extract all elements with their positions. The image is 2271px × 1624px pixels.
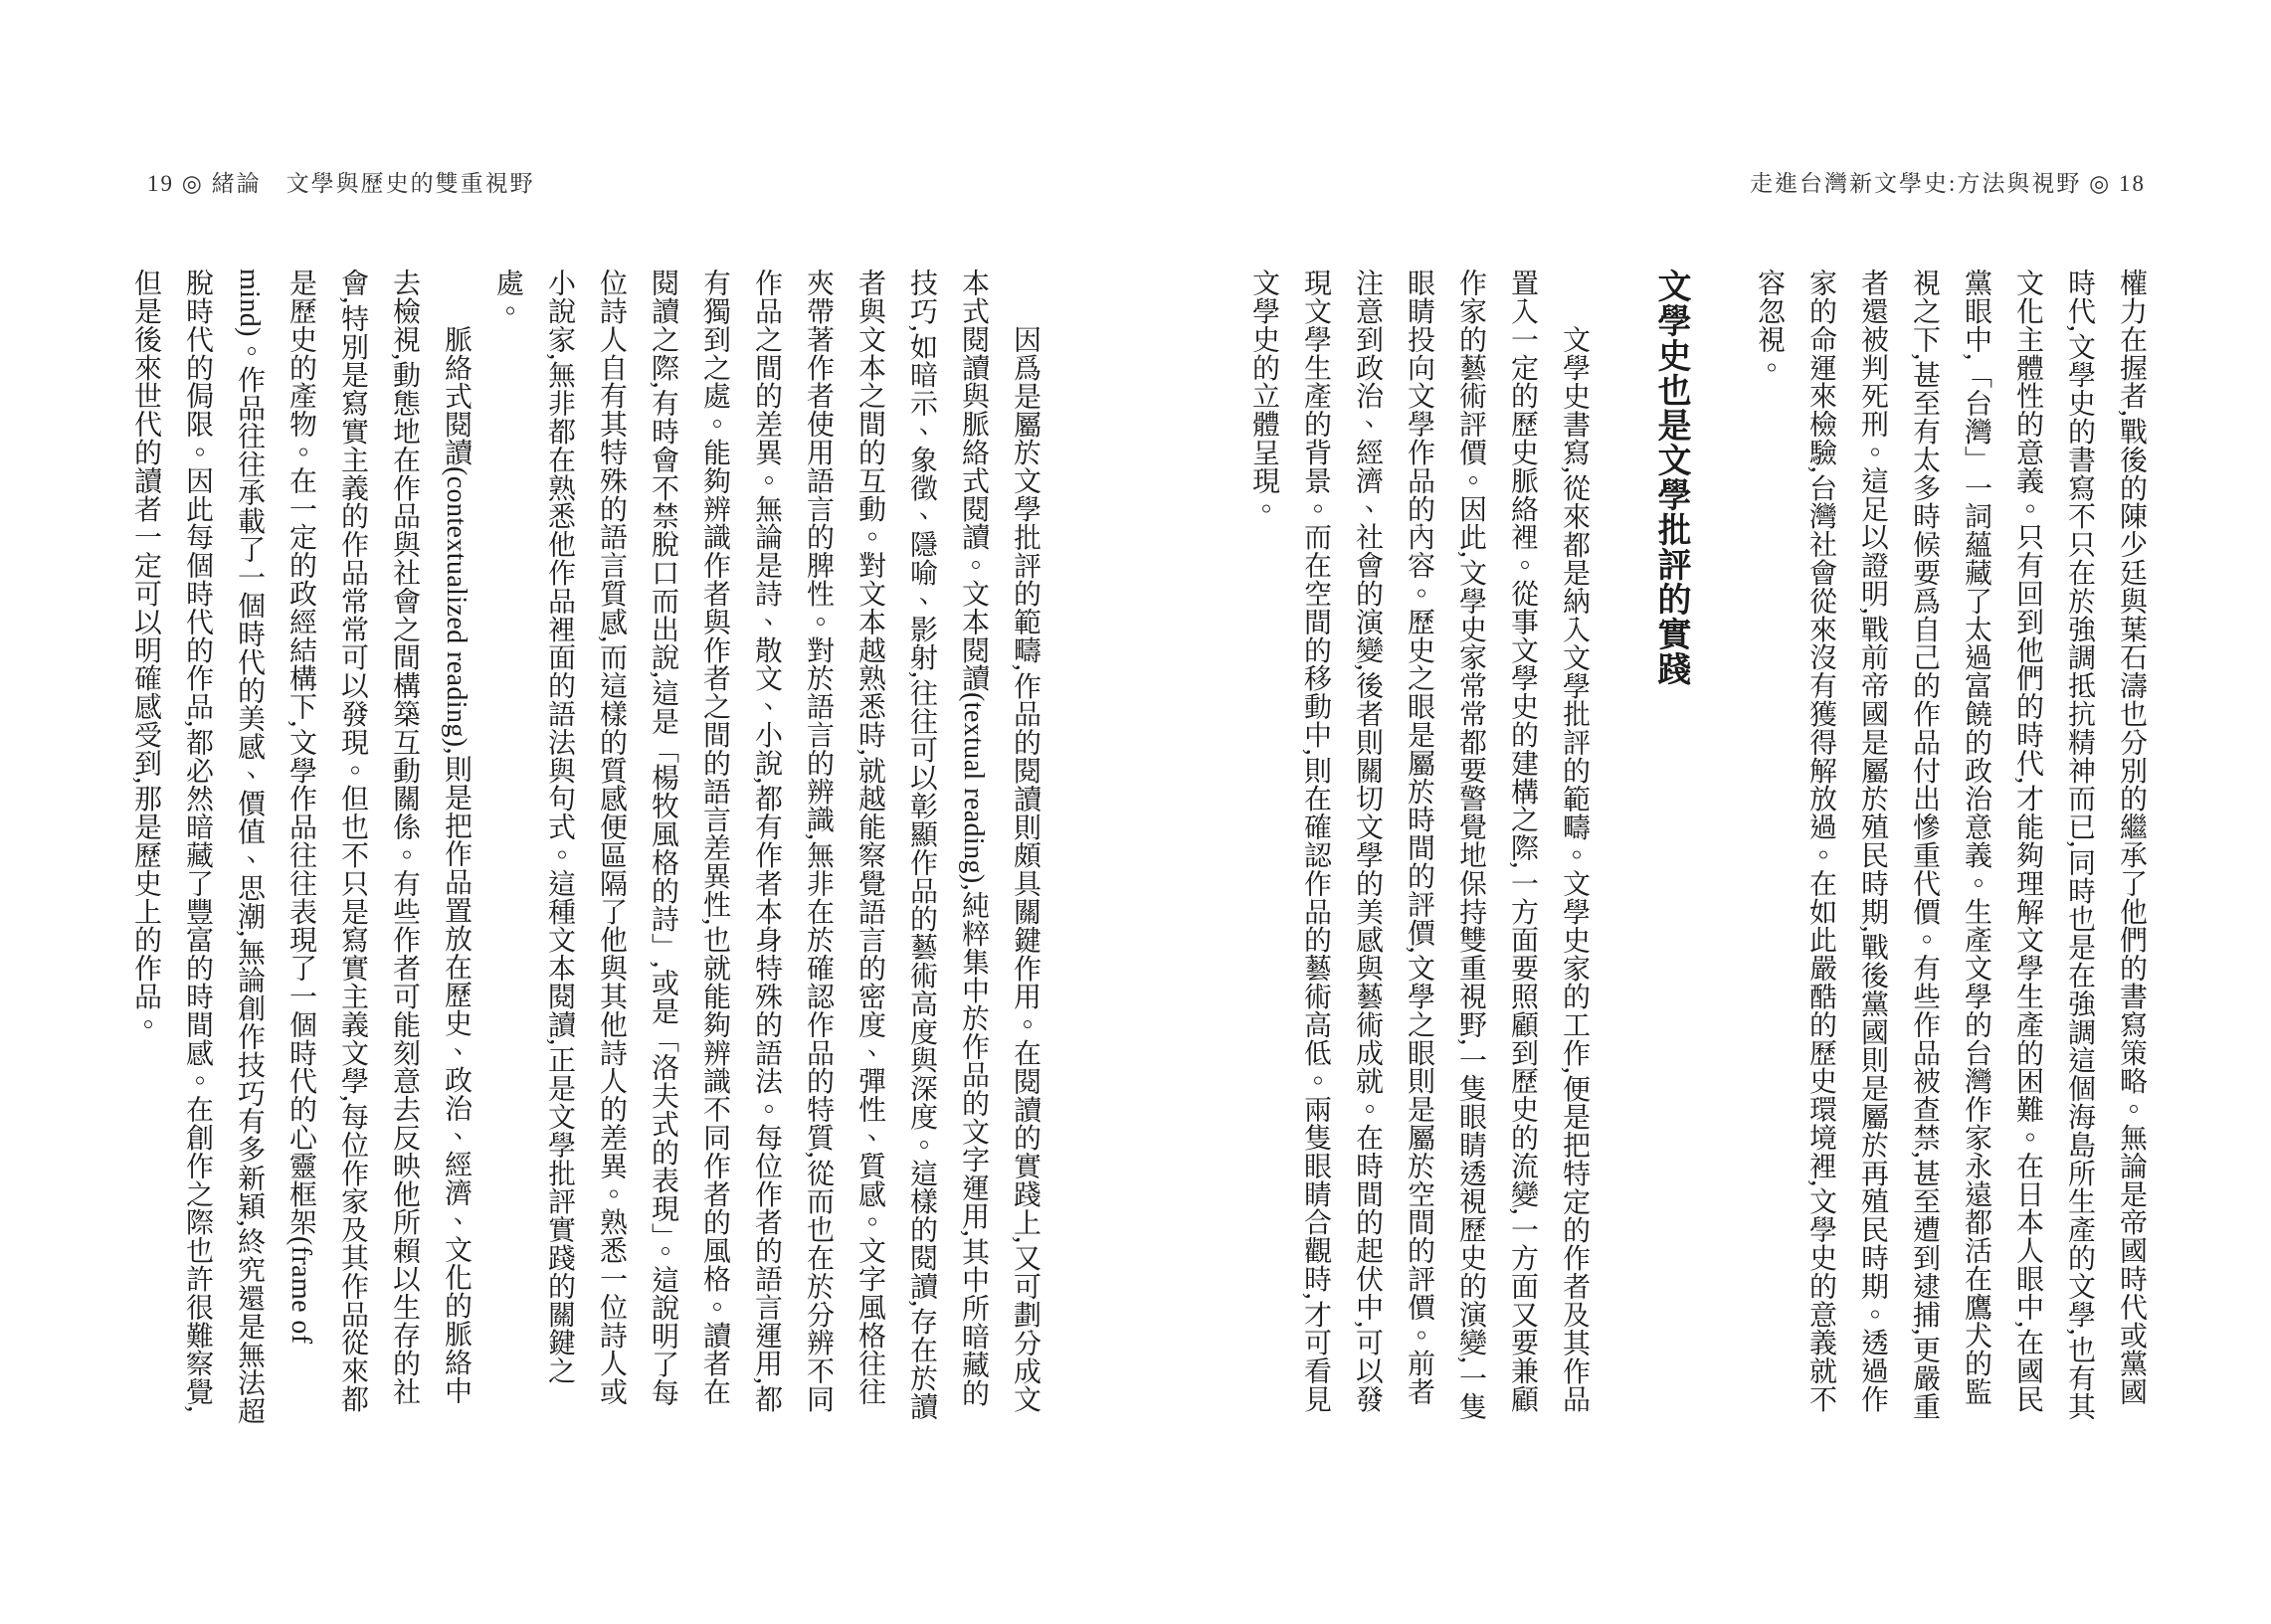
right-page-body xyxy=(1237,269,2157,1428)
left-page-running-head: 19 ◎ 緒論 文學與歷史的雙重視野 xyxy=(147,171,535,196)
right-page-paragraph: 文學史書寫,從來都是納入文學批評的範疇。文學史家的工作,便是把特定的作者及其作品置入一定的歷史脈絡裡。從事文學史的建構之際,一方面要照顧到歷史的流變,一方面又要兼顧作家的藝術評價。因此,文學史家常常都要警覺地保持雙重視野,一隻眼睛透視歷史的演變,一隻眼睛投向文學作品的內容。歷史之眼是屬於時間的評價,文學之眼則是屬於空間的評價。前者注意到政治、經濟、社會的演變,後者則關切文學的美感與藝術成就。在時間的起伏中,可以發現文學生產的背景。而在空間的移動中,則在確認作品的藝術高低。兩隻眼睛合觀時,才可看見文學史的立體呈現。 xyxy=(1248,269,1590,1421)
left-page-body xyxy=(119,269,1050,1428)
left-page-paragraph-2: 脈絡式閱讀(contextualized reading),則是把作品置放在歷史、政治、經濟、文化的脈絡中去檢視,動態地在作品與社會之間構築互動關係。有些作者可能刻意去反映他所賴以生存的社會,特別是寫實主義的作品常常可以發現。但也不只是寫實主義文學,每位作家及其作品從來都是歷史的產物。在一定的政經結構下,文學作品往往表現了一個時代的心靈框架(frame of mind)。作品往往承載了一個時代的美感、價值、思潮,無論創作技巧有多新穎,終究還是無法超脫時代的侷限。因此每個時代的作品,都必然暗藏了豐富的時間感。在創作之際也許很難察覺,但是後來世代的讀者一定可以明確感受到,那是歷史上的作品。 xyxy=(130,269,472,1425)
right-page-running-head: 走進台灣新文學史:方法與視野 ◎ 18 xyxy=(1750,171,2146,196)
right-page-continuation-paragraph: 權力在握者,戰後的陳少廷與葉石濤也分別的繼承了他們的書寫策略。無論是帝國時代或黨國時代,文學史的書寫不只在於強調抵抗精神而已,同時也是在強調這個海島所生產的文學,也有其文化主體性的意義。只有回到他們的時代,才能夠理解文學生產的困難。在日本人眼中,在國民黨眼中,「台灣」一詞蘊藏了太過富饒的政治意義。生產文學的台灣作家永遠都活在鷹犬的監視之下,甚至有太多時候要爲自己的作品付出慘重代價。有些作品被查禁,甚至遭到逮捕,更嚴重者還被判死刑。這足以證明,戰前帝國是屬於殖民時期,戰後黨國則是屬於再殖民時期。透過作家的命運來檢驗,台灣社會從來沒有獲得解放過。在如此嚴酷的歷史環境裡,文學史的意義就不容忽視。 xyxy=(1754,269,2147,1421)
section-heading: 文學史也是文學批評的實踐 xyxy=(1652,269,1690,686)
left-page-paragraph-1: 因爲是屬於文學批評的範疇,作品的閱讀則頗具關鍵作用。在閱讀的實踐上,又可劃分成文本式閱讀與脈絡式閱讀。文本閱讀(textual reading),純粹集中於作品的文字運用,其中所暗藏的技巧,如暗示、象徵、隱喻、影射,往往可以彰顯作品的藝術高度與深度。這樣的閱讀,存在於讀者與文本之間的互動。對文本越熟悉時,就越能察覺語言的密度、彈性、質感。文字風格往往夾帶著作者使用語言的脾性。對於語言的辨識,無非在於確認作品的特質,從而也在於分辨不同作品之間的差異。無論是詩、散文、小說,都有作者本身特殊的語法。每位作者的語言運用,都有獨到之處。能夠辨識作者與作者之間的語言差異性,也就能夠辨識不同作者的風格。讀者在閱讀之際,有時會不禁脫口而出說,這是「楊牧風格的詩」,或是「洛夫式的表現」。這說明了每位詩人自有其特殊的語言質感,而這樣的質感便區隔了他與其他詩人的差異。熟悉一位詩人或小說家,無非都在熟悉他作品裡面的語法與句式。這種文本閱讀,正是文學批評實踐的關鍵之處。 xyxy=(492,269,1041,1421)
